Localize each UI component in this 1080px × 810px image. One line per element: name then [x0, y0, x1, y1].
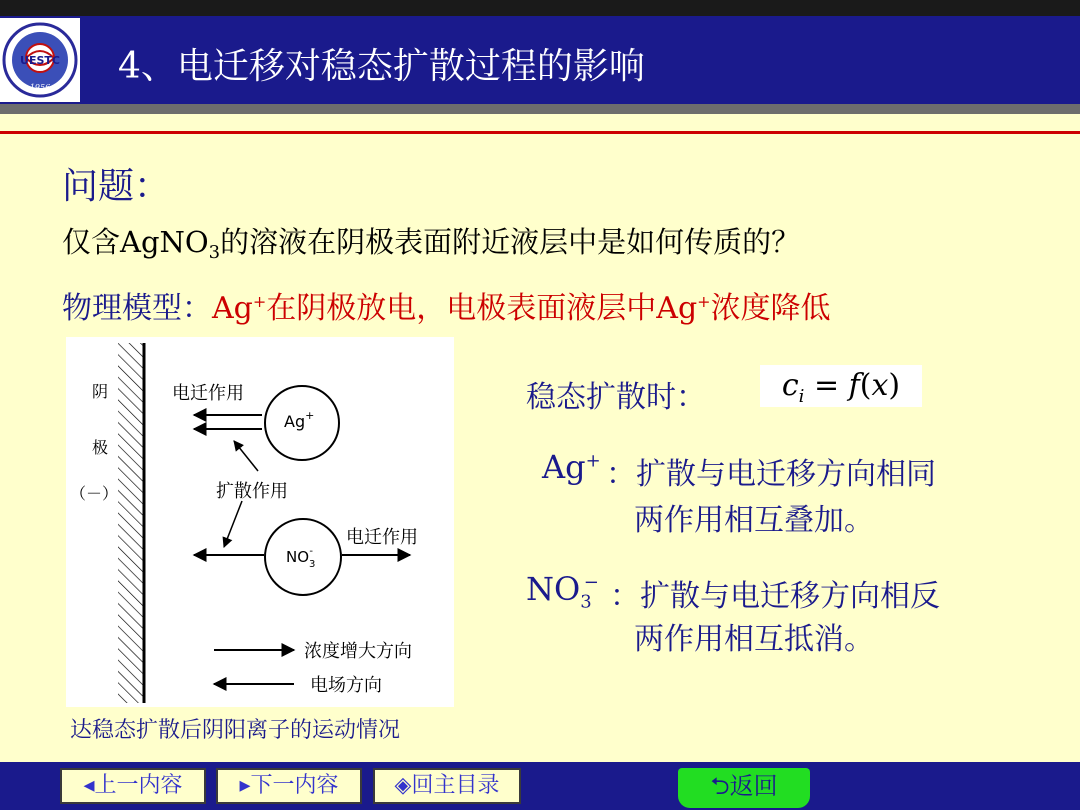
ion-migration-diagram	[66, 337, 454, 707]
question-subscript: 3	[208, 242, 221, 263]
next-content-button[interactable]: ▸下一内容	[216, 768, 362, 804]
no3-ion-label: $NO_3-$	[286, 546, 316, 570]
title-divider	[0, 131, 1080, 134]
ag-ion-symbol: Ag	[542, 448, 586, 486]
no3-ion-charge: −	[583, 572, 599, 594]
model-text-part3: 浓度降低	[710, 291, 831, 326]
ag-colon: ：	[606, 457, 636, 492]
figure-caption: 达稳态扩散后阴阳离子的运动情况	[70, 718, 401, 743]
legend-field-label: 电场方向	[310, 675, 382, 696]
formula-i: i	[798, 386, 805, 407]
model-text-part1: Ag	[212, 291, 253, 326]
steady-state-label: 稳态扩散时：	[526, 380, 706, 415]
uestc-logo-icon	[0, 18, 80, 102]
diffusion-arrow-down	[224, 501, 242, 547]
cathode-label-1: 阴	[92, 382, 109, 401]
top-strip	[0, 0, 1080, 16]
model-label: 物理模型：	[62, 291, 212, 326]
svg-text:1956: 1956	[29, 83, 51, 92]
cathode-label-3: （－）	[70, 484, 119, 503]
main-menu-button[interactable]: ◈回主目录	[373, 768, 521, 804]
legend-concentration-label: 浓度增大方向	[304, 641, 412, 662]
formula-x: x	[871, 368, 889, 403]
formula-equals: =	[804, 368, 849, 403]
question-label: 问题：	[62, 166, 171, 207]
no3-description-line1: 扩散与电迁移方向相反	[640, 579, 940, 614]
ag-description-line2: 两作用相互叠加。	[634, 503, 874, 538]
no3-description-line2: 两作用相互抵消。	[634, 622, 874, 657]
model-sup2: +	[697, 292, 711, 311]
migration-label-top: 电迁作用	[172, 383, 244, 404]
formula-rparen: )	[888, 368, 901, 403]
no3-colon: ：	[610, 579, 640, 614]
steady-state-formula	[760, 365, 922, 407]
no3-ion-heading	[526, 570, 599, 612]
ag-ion-label: Ag+	[284, 409, 315, 431]
no3-ion-subscript: 3	[580, 591, 592, 613]
diffusion-label: 扩散作用	[216, 481, 288, 502]
back-button[interactable]: ⮌返回	[678, 768, 810, 808]
model-text-part2: 在阴极放电，电极表面液层中Ag	[266, 291, 698, 326]
header-shadow	[0, 104, 1080, 114]
question-text	[62, 220, 800, 263]
ag-ion-charge: +	[585, 450, 601, 472]
formula-lparen: (	[859, 368, 872, 403]
migration-label-bottom: 电迁作用	[346, 527, 418, 548]
question-text-part2: 的溶液在阴极表面附近液层中是如何传质的？	[220, 225, 801, 259]
formula-c: c	[781, 368, 799, 403]
slide-title: 4、电迁移对稳态扩散过程的影响	[118, 46, 645, 87]
model-sup1: +	[252, 292, 267, 311]
svg-text:UESTC: UESTC	[20, 54, 60, 67]
diffusion-arrow-up	[234, 441, 258, 471]
electrode-hatch	[118, 343, 144, 703]
no3-ion-symbol: NO	[526, 570, 581, 608]
prev-content-button[interactable]: ◂上一内容	[60, 768, 206, 804]
cathode-label-2: 极	[92, 438, 109, 457]
question-text-part1: 仅含AgNO	[62, 225, 209, 259]
physical-model-row	[62, 283, 831, 327]
formula-f: f	[848, 368, 860, 403]
ag-description-line1: 扩散与电迁移方向相同	[636, 457, 936, 492]
ag-ion-heading	[542, 448, 601, 486]
